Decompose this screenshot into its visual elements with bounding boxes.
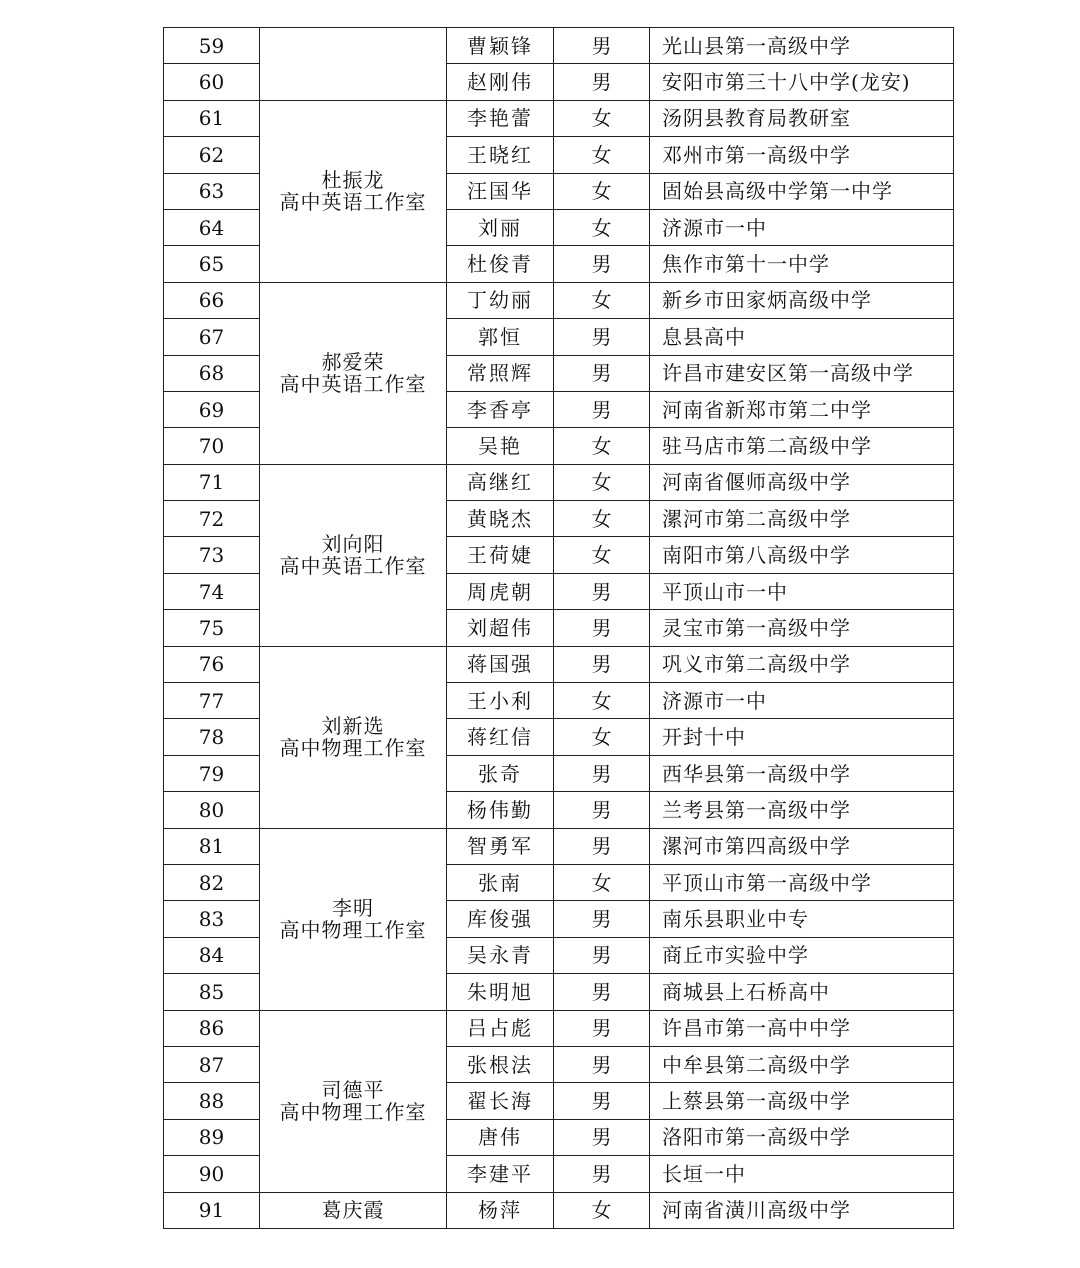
studio-cell: [260, 100, 447, 282]
member-table-body: [164, 28, 954, 1229]
row-number-cell: 61: [164, 100, 260, 136]
gender-cell: 女: [554, 100, 650, 136]
table-row: [164, 1010, 954, 1046]
row-number-cell: 72: [164, 501, 260, 537]
studio-title: 高中物理工作室: [279, 918, 427, 943]
gender-cell: 女: [554, 1192, 650, 1228]
row-number-cell: 91: [164, 1192, 260, 1228]
school-cell: 南阳市第八高级中学: [650, 537, 954, 573]
member-table: [163, 27, 954, 1229]
gender-cell: 男: [554, 1119, 650, 1155]
school-cell: 新乡市田家炳高级中学: [650, 282, 954, 318]
studio-lead-name: 刘向阳: [321, 532, 385, 557]
gender-cell: 女: [554, 209, 650, 245]
gender-cell: 男: [554, 901, 650, 937]
row-number-cell: 71: [164, 464, 260, 500]
gender-cell: 男: [554, 755, 650, 791]
school-cell: 河南省潢川高级中学: [650, 1192, 954, 1228]
school-cell: 灵宝市第一高级中学: [650, 610, 954, 646]
school-cell: 汤阴县教育局教研室: [650, 100, 954, 136]
row-number-cell: 74: [164, 573, 260, 609]
member-name-cell: 常照辉: [447, 355, 554, 391]
gender-cell: 男: [554, 828, 650, 864]
row-number-cell: 63: [164, 173, 260, 209]
row-number-cell: 73: [164, 537, 260, 573]
studio-title: 高中英语工作室: [279, 554, 427, 579]
member-name-cell: 吕占彪: [447, 1010, 554, 1046]
member-name-cell: 张南: [447, 864, 554, 900]
member-name-cell: 翟长海: [447, 1083, 554, 1119]
gender-cell: 女: [554, 137, 650, 173]
school-cell: 河南省新郑市第二中学: [650, 391, 954, 427]
school-cell: 兰考县第一高级中学: [650, 792, 954, 828]
gender-cell: 女: [554, 501, 650, 537]
gender-cell: 男: [554, 646, 650, 682]
member-name-cell: 唐伟: [447, 1119, 554, 1155]
member-name-cell: 刘超伟: [447, 610, 554, 646]
row-number-cell: 60: [164, 64, 260, 100]
school-cell: 平顶山市第一高级中学: [650, 864, 954, 900]
gender-cell: 男: [554, 974, 650, 1010]
gender-cell: 男: [554, 1046, 650, 1082]
studio-lead-name: 杜振龙: [321, 168, 385, 193]
gender-cell: 男: [554, 1156, 650, 1192]
school-cell: 西华县第一高级中学: [650, 755, 954, 791]
table-row: [164, 100, 954, 136]
gender-cell: 男: [554, 937, 650, 973]
row-number-cell: 80: [164, 792, 260, 828]
studio-lead-name: 郝爱荣: [321, 350, 385, 375]
school-cell: 漯河市第四高级中学: [650, 828, 954, 864]
studio-title: 高中物理工作室: [279, 736, 427, 761]
studio-title: 高中物理工作室: [279, 1100, 427, 1125]
studio-title: 高中英语工作室: [279, 372, 427, 397]
row-number-cell: 67: [164, 319, 260, 355]
row-number-cell: 77: [164, 683, 260, 719]
school-cell: 安阳市第三十八中学(龙安): [650, 64, 954, 100]
row-number-cell: 88: [164, 1083, 260, 1119]
member-name-cell: 杨伟勤: [447, 792, 554, 828]
row-number-cell: 79: [164, 755, 260, 791]
studio-cell: [260, 28, 447, 101]
studio-cell: [260, 1192, 447, 1228]
row-number-cell: 78: [164, 719, 260, 755]
member-name-cell: 汪国华: [447, 173, 554, 209]
table-row: [164, 282, 954, 318]
school-cell: 焦作市第十一中学: [650, 246, 954, 282]
studio-cell: [260, 646, 447, 828]
row-number-cell: 81: [164, 828, 260, 864]
member-name-cell: 智勇军: [447, 828, 554, 864]
table-row: [164, 646, 954, 682]
school-cell: 济源市一中: [650, 683, 954, 719]
gender-cell: 女: [554, 537, 650, 573]
studio-cell: [260, 464, 447, 646]
gender-cell: 女: [554, 173, 650, 209]
table-row: [164, 1192, 954, 1228]
school-cell: 许昌市第一高中中学: [650, 1010, 954, 1046]
member-name-cell: 周虎朝: [447, 573, 554, 609]
studio-lead-name: 李明: [332, 896, 374, 921]
row-number-cell: 69: [164, 391, 260, 427]
gender-cell: 女: [554, 683, 650, 719]
row-number-cell: 89: [164, 1119, 260, 1155]
row-number-cell: 65: [164, 246, 260, 282]
row-number-cell: 76: [164, 646, 260, 682]
member-name-cell: 库俊强: [447, 901, 554, 937]
member-name-cell: 赵刚伟: [447, 64, 554, 100]
school-cell: 光山县第一高级中学: [650, 28, 954, 64]
school-cell: 许昌市建安区第一高级中学: [650, 355, 954, 391]
school-cell: 固始县高级中学第一中学: [650, 173, 954, 209]
gender-cell: 女: [554, 864, 650, 900]
gender-cell: 男: [554, 610, 650, 646]
row-number-cell: 87: [164, 1046, 260, 1082]
row-number-cell: 85: [164, 974, 260, 1010]
row-number-cell: 66: [164, 282, 260, 318]
member-name-cell: 曹颖锋: [447, 28, 554, 64]
member-name-cell: 张根法: [447, 1046, 554, 1082]
member-name-cell: 吴艳: [447, 428, 554, 464]
row-number-cell: 62: [164, 137, 260, 173]
table-row: [164, 28, 954, 64]
school-cell: 中牟县第二高级中学: [650, 1046, 954, 1082]
gender-cell: 男: [554, 792, 650, 828]
member-name-cell: 王晓红: [447, 137, 554, 173]
studio-title: 高中英语工作室: [279, 190, 427, 215]
school-cell: 平顶山市一中: [650, 573, 954, 609]
studio-cell: [260, 1010, 447, 1192]
gender-cell: 女: [554, 428, 650, 464]
member-name-cell: 李建平: [447, 1156, 554, 1192]
studio-lead-name: 司德平: [321, 1078, 385, 1103]
school-cell: 邓州市第一高级中学: [650, 137, 954, 173]
member-name-cell: 郭恒: [447, 319, 554, 355]
school-cell: 商丘市实验中学: [650, 937, 954, 973]
school-cell: 长垣一中: [650, 1156, 954, 1192]
school-cell: 商城县上石桥高中: [650, 974, 954, 1010]
member-name-cell: 李艳蕾: [447, 100, 554, 136]
gender-cell: 男: [554, 28, 650, 64]
gender-cell: 男: [554, 391, 650, 427]
gender-cell: 男: [554, 573, 650, 609]
school-cell: 济源市一中: [650, 209, 954, 245]
school-cell: 洛阳市第一高级中学: [650, 1119, 954, 1155]
row-number-cell: 59: [164, 28, 260, 64]
row-number-cell: 84: [164, 937, 260, 973]
row-number-cell: 83: [164, 901, 260, 937]
row-number-cell: 70: [164, 428, 260, 464]
row-number-cell: 90: [164, 1156, 260, 1192]
member-name-cell: 黄晓杰: [447, 501, 554, 537]
school-cell: 息县高中: [650, 319, 954, 355]
studio-lead-name: 葛庆霞: [321, 1198, 385, 1223]
member-name-cell: 王荷婕: [447, 537, 554, 573]
member-name-cell: 朱明旭: [447, 974, 554, 1010]
member-name-cell: 吴永青: [447, 937, 554, 973]
studio-lead-name: 刘新选: [321, 714, 385, 739]
studio-cell: [260, 282, 447, 464]
member-name-cell: 王小利: [447, 683, 554, 719]
school-cell: 巩义市第二高级中学: [650, 646, 954, 682]
gender-cell: 女: [554, 719, 650, 755]
gender-cell: 男: [554, 64, 650, 100]
gender-cell: 男: [554, 1083, 650, 1119]
gender-cell: 男: [554, 246, 650, 282]
table-row: [164, 464, 954, 500]
table-row: [164, 828, 954, 864]
member-name-cell: 蒋国强: [447, 646, 554, 682]
member-name-cell: 李香亭: [447, 391, 554, 427]
gender-cell: 女: [554, 282, 650, 318]
row-number-cell: 64: [164, 209, 260, 245]
member-name-cell: 杜俊青: [447, 246, 554, 282]
school-cell: 漯河市第二高级中学: [650, 501, 954, 537]
gender-cell: 女: [554, 464, 650, 500]
row-number-cell: 75: [164, 610, 260, 646]
member-name-cell: 张奇: [447, 755, 554, 791]
row-number-cell: 86: [164, 1010, 260, 1046]
studio-cell: [260, 828, 447, 1010]
member-name-cell: 高继红: [447, 464, 554, 500]
row-number-cell: 68: [164, 355, 260, 391]
member-name-cell: 蒋红信: [447, 719, 554, 755]
school-cell: 河南省偃师高级中学: [650, 464, 954, 500]
school-cell: 南乐县职业中专: [650, 901, 954, 937]
school-cell: 开封十中: [650, 719, 954, 755]
member-name-cell: 杨萍: [447, 1192, 554, 1228]
row-number-cell: 82: [164, 864, 260, 900]
school-cell: 驻马店市第二高级中学: [650, 428, 954, 464]
school-cell: 上蔡县第一高级中学: [650, 1083, 954, 1119]
member-name-cell: 刘丽: [447, 209, 554, 245]
gender-cell: 男: [554, 1010, 650, 1046]
gender-cell: 男: [554, 355, 650, 391]
member-name-cell: 丁幼丽: [447, 282, 554, 318]
gender-cell: 男: [554, 319, 650, 355]
